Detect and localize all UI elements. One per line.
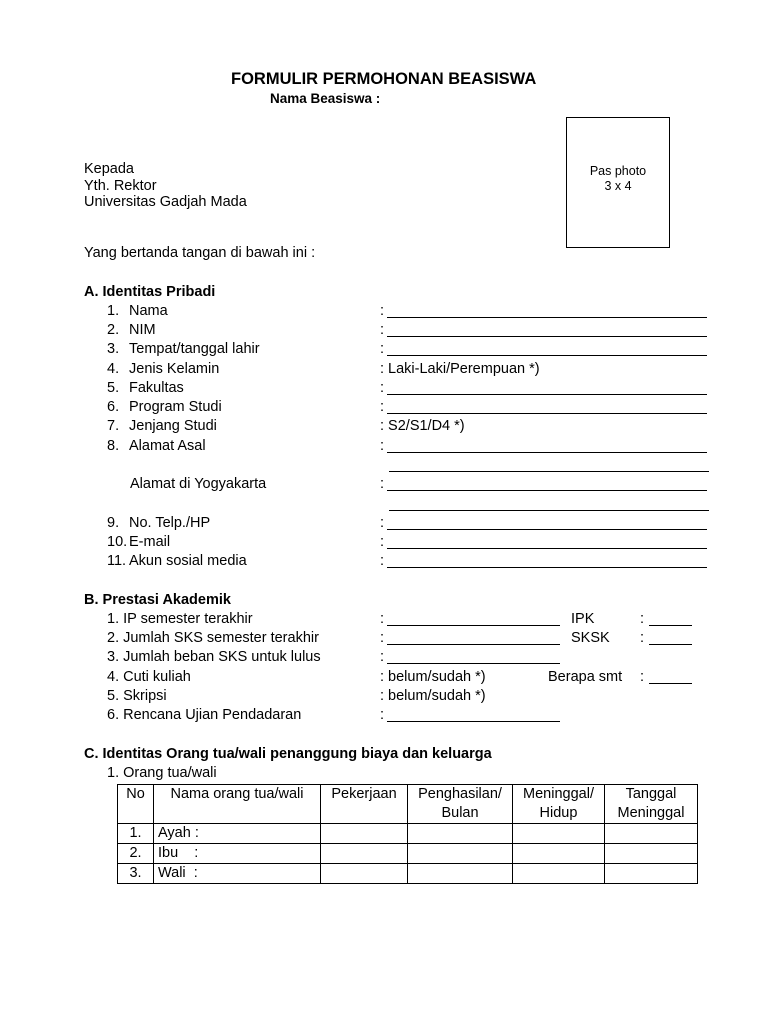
a-num: 11. bbox=[107, 553, 127, 569]
col-header-no: No bbox=[118, 785, 154, 824]
a-value-social: : bbox=[380, 553, 385, 569]
a-value-phone: : bbox=[380, 515, 385, 531]
a-num: 8. bbox=[107, 438, 120, 454]
col-header-status: Meninggal/ Hidup bbox=[513, 785, 605, 824]
a-num: 5. bbox=[107, 380, 120, 396]
ipk-colon: : bbox=[640, 611, 645, 627]
a-label-gender: Jenis Kelamin bbox=[129, 361, 220, 377]
a-label-home-address: Alamat Asal bbox=[129, 438, 206, 454]
sks-field[interactable] bbox=[387, 644, 560, 645]
b-value-ip: : bbox=[380, 611, 385, 627]
address-line-1: Kepada bbox=[84, 161, 134, 177]
yogya-address-field-2[interactable] bbox=[389, 510, 709, 511]
a-label-yogya-address: Alamat di Yogyakarta bbox=[130, 476, 267, 492]
a-label-email: E-mail bbox=[129, 534, 171, 550]
b-label-sks: 2. Jumlah SKS semester terakhir bbox=[107, 630, 319, 646]
a-num: 3. bbox=[107, 341, 120, 357]
home-address-field-2[interactable] bbox=[389, 471, 709, 472]
cell-job[interactable] bbox=[321, 864, 408, 884]
row-no: 2. bbox=[118, 844, 154, 864]
sksk-label: SKSK bbox=[571, 630, 610, 646]
row-no: 3. bbox=[118, 864, 154, 884]
a-num: 6. bbox=[107, 399, 120, 415]
cell-status[interactable] bbox=[513, 844, 605, 864]
section-c-sub: 1. Orang tua/wali bbox=[107, 765, 217, 781]
b-label-skripsi: 5. Skripsi bbox=[107, 688, 167, 704]
a-num: 1. bbox=[107, 303, 120, 319]
sksk-field[interactable] bbox=[649, 644, 692, 645]
a-value-ttl: : bbox=[380, 341, 385, 357]
a-label-level: Jenjang Studi bbox=[129, 418, 217, 434]
cell-status[interactable] bbox=[513, 864, 605, 884]
col-header-job: Pekerjaan bbox=[321, 785, 408, 824]
a-num: 10. bbox=[107, 534, 128, 550]
col-header-income: Penghasilan/ Bulan bbox=[408, 785, 513, 824]
b-label-cuti: 4. Cuti kuliah bbox=[107, 669, 191, 685]
b-label-ip: 1. IP semester terakhir bbox=[107, 611, 253, 627]
a-value-yogya-address: : bbox=[380, 476, 385, 492]
a-label-phone: No. Telp./HP bbox=[129, 515, 211, 531]
address-line-2: Yth. Rektor bbox=[84, 178, 157, 194]
table-row bbox=[118, 824, 698, 844]
cell-date[interactable] bbox=[605, 824, 698, 844]
semester-count-field[interactable] bbox=[649, 683, 692, 684]
row-name: Wali : bbox=[154, 864, 321, 884]
a-label-nama: Nama bbox=[129, 303, 168, 319]
a-label-program: Program Studi bbox=[129, 399, 222, 415]
col-header-name: Nama orang tua/wali bbox=[154, 785, 321, 824]
scholarship-name-label: Nama Beasiswa : bbox=[270, 91, 381, 106]
beban-field[interactable] bbox=[387, 663, 560, 664]
a-value-nim: : bbox=[380, 322, 385, 338]
a-value-faculty: : bbox=[380, 380, 385, 396]
nim-field[interactable] bbox=[387, 336, 707, 337]
a-num: 9. bbox=[107, 515, 120, 531]
cell-job[interactable] bbox=[321, 824, 408, 844]
a-label-social: Akun sosial media bbox=[129, 553, 247, 569]
b-value-sks: : bbox=[380, 630, 385, 646]
skripsi-value: : belum/sudah *) bbox=[380, 688, 486, 704]
faculty-field[interactable] bbox=[387, 394, 707, 395]
a-num: 4. bbox=[107, 361, 120, 377]
ipk-label: IPK bbox=[571, 611, 595, 627]
a-num: 2. bbox=[107, 322, 120, 338]
b-value-ujian: : bbox=[380, 707, 385, 723]
address-line-3: Universitas Gadjah Mada bbox=[84, 194, 247, 210]
photo-box bbox=[566, 117, 670, 248]
a-value-program: : bbox=[380, 399, 385, 415]
cell-date[interactable] bbox=[605, 864, 698, 884]
a-label-faculty: Fakultas bbox=[129, 380, 184, 396]
form-title: FORMULIR PERMOHONAN BEASISWA bbox=[231, 70, 537, 88]
social-field[interactable] bbox=[387, 567, 707, 568]
b-value-beban: : bbox=[380, 649, 385, 665]
intro-text: Yang bertanda tangan di bawah ini : bbox=[84, 245, 316, 261]
section-b-heading: B. Prestasi Akademik bbox=[84, 592, 231, 608]
ip-field[interactable] bbox=[387, 625, 560, 626]
a-label-ttl: Tempat/tanggal lahir bbox=[129, 341, 260, 357]
table-row bbox=[118, 864, 698, 884]
cell-income[interactable] bbox=[408, 824, 513, 844]
table-header-row bbox=[118, 785, 698, 824]
ipk-field[interactable] bbox=[649, 625, 692, 626]
home-address-field[interactable] bbox=[387, 452, 707, 453]
a-num: 7. bbox=[107, 418, 120, 434]
gender-value: : Laki-Laki/Perempuan *) bbox=[380, 361, 540, 377]
semester-count-label: Berapa smt bbox=[548, 669, 623, 685]
sksk-colon: : bbox=[640, 630, 645, 646]
a-value-home-address: : bbox=[380, 438, 385, 454]
cell-date[interactable] bbox=[605, 844, 698, 864]
a-value-email: : bbox=[380, 534, 385, 550]
cell-income[interactable] bbox=[408, 864, 513, 884]
row-name: Ayah : bbox=[154, 824, 321, 844]
yogya-address-field[interactable] bbox=[387, 490, 707, 491]
a-label-nim: NIM bbox=[129, 322, 156, 338]
level-value: : S2/S1/D4 *) bbox=[380, 418, 465, 434]
cell-income[interactable] bbox=[408, 844, 513, 864]
phone-field[interactable] bbox=[387, 529, 707, 530]
cuti-value: : belum/sudah *) bbox=[380, 669, 486, 685]
photo-label: Pas photo bbox=[589, 164, 647, 178]
b-label-beban: 3. Jumlah beban SKS untuk lulus bbox=[107, 649, 321, 665]
cell-job[interactable] bbox=[321, 844, 408, 864]
ujian-field[interactable] bbox=[387, 721, 560, 722]
table-row bbox=[118, 844, 698, 864]
row-no: 1. bbox=[118, 824, 154, 844]
semester-count-colon: : bbox=[640, 669, 645, 685]
email-field[interactable] bbox=[387, 548, 707, 549]
nama-field[interactable] bbox=[387, 317, 707, 318]
section-a-heading: A. Identitas Pribadi bbox=[84, 284, 216, 300]
section-c-heading: C. Identitas Orang tua/wali penanggung biaya dan keluarga bbox=[84, 746, 492, 762]
col-header-date: Tanggal Meninggal bbox=[605, 785, 698, 824]
b-label-ujian: 6. Rencana Ujian Pendadaran bbox=[107, 707, 302, 723]
birth-field[interactable] bbox=[387, 355, 707, 356]
program-field[interactable] bbox=[387, 413, 707, 414]
cell-status[interactable] bbox=[513, 824, 605, 844]
row-name: Ibu : bbox=[154, 844, 321, 864]
photo-size-label: 3 x 4 bbox=[604, 179, 632, 193]
a-value-nama: : bbox=[380, 303, 385, 319]
parents-table bbox=[117, 784, 698, 884]
